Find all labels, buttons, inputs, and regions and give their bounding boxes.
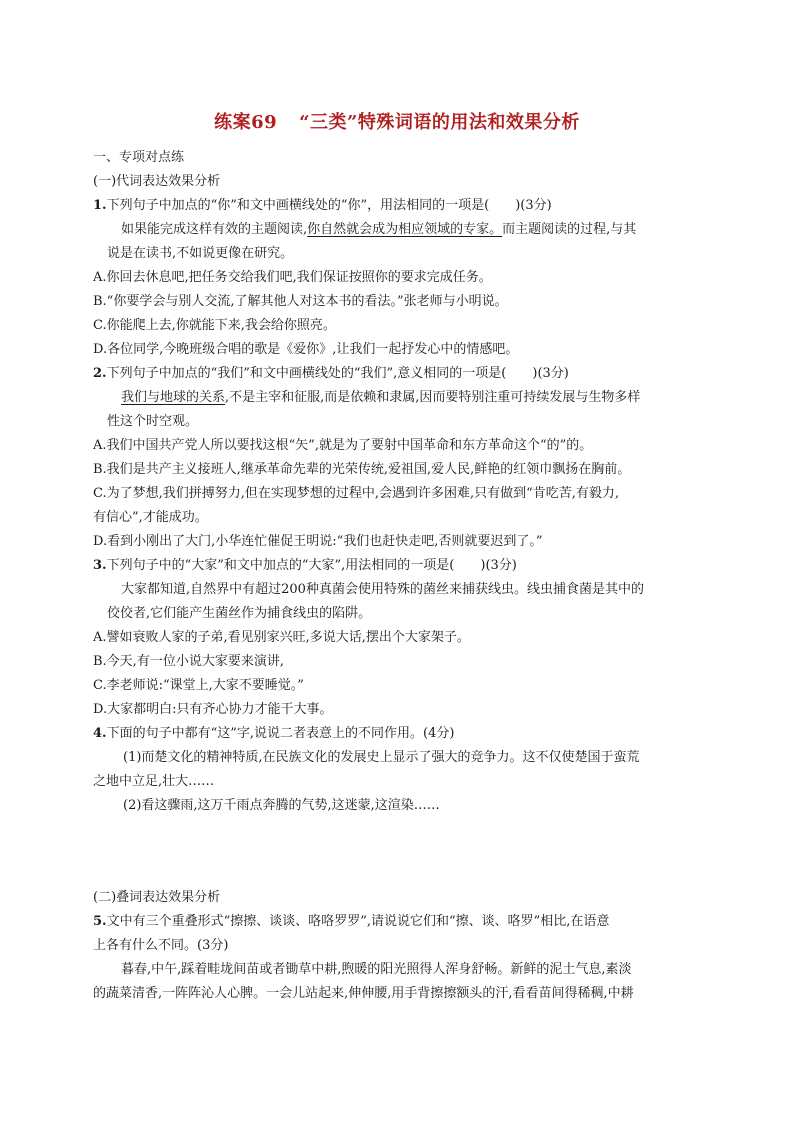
option-d: D.各位同学,今晚班级合唱的歌是《爱你》,让我们一起抒发心中的情感吧。	[93, 342, 519, 357]
option-b: B.今天,有一位小说大家要来演讲,	[93, 654, 284, 669]
question-1-passage: 如果能完成这样有效的主题阅读,你自然就会成为相应领域的专家。而主题阅读的过程,与其	[121, 222, 637, 237]
option-d: D.大家都明白:只有齐心协力才能干大事。	[93, 702, 333, 717]
question-1-passage-cont: 说是在读书,不如说更像在研究。	[107, 246, 294, 261]
section-heading: 一、专项对点练	[93, 150, 185, 165]
question-5-stem: 5.文中有三个重叠形式“擦擦、谈谈、咯咯罗罗”,请说说它们和“擦、谈、咯罗”相比,在语意	[93, 914, 610, 929]
question-2-passage-cont: 性这个时空观。	[107, 414, 199, 429]
option-a: A.我们中国共产党人所以要找这根“矢”,就是为了要射中国革命和东方革命这个“的”的。	[93, 438, 593, 453]
exercise-number: 练案69	[214, 112, 278, 133]
question-number: 4.	[93, 726, 107, 741]
underlined-text: 你自然就会成为相应领域的专家。	[307, 222, 503, 237]
option-b: B.我们是共产主义接班人,继承革命先辈的光荣传统,爱祖国,爱人民,鲜艳的红领巾飘扬在胸前。	[93, 462, 631, 477]
question-4-sentence-2: (2)看这骤雨,这万千雨点奔腾的气势,这迷蒙,这渲染……	[123, 798, 440, 813]
question-2-passage: 我们与地球的关系,不是主宰和征服,而是依赖和隶属,因而要特别注重可持续发展与生物多样	[121, 390, 641, 405]
question-5-passage: 暮春,中午,踩着畦垅间苗或者锄草中耕,煦暖的阳光照得人浑身舒畅。新鲜的泥土气息,素淡	[121, 962, 632, 977]
question-5-passage-cont: 的蔬菜清香,一阵阵沁人心脾。一会儿站起来,伸伸腰,用手背擦擦额头的汗,看看苗间得稀稠,中耕	[93, 986, 634, 1001]
underlined-text: 我们与地球的关系	[121, 390, 226, 405]
option-c-cont: 有信心”,才能成功。	[93, 510, 208, 525]
question-1-stem: 1.下列句子中加点的“你”和文中画横线处的“你”，用法相同的一项是( )(3分)	[93, 198, 552, 213]
subsection-heading-reduplication: (二)叠词表达效果分析	[93, 890, 221, 905]
option-c: C.你能爬上去,你就能下来,我会给你照亮。	[93, 318, 336, 333]
question-number: 3.	[93, 558, 107, 573]
option-b: B.“你要学会与别人交流,了解其他人对这本书的看法。”张老师与小明说。	[93, 294, 508, 309]
question-number: 1.	[93, 198, 107, 213]
question-4-sentence-1: (1)而楚文化的精神特质,在民族文化的发展史上显示了强大的竞争力。这不仅使楚国于蛮荒	[123, 750, 640, 765]
question-2-stem: 2.下列句子中加点的“我们”和文中画横线处的“我们”,意义相同的一项是( )(3分)	[93, 366, 569, 381]
option-c: C.为了梦想,我们拼搏努力,但在实现梦想的过程中,会遇到许多困难,只有做到“肯吃苦,有毅力,	[93, 486, 620, 501]
question-5-stem-cont: 上各有什么不同。(3分)	[93, 938, 229, 953]
question-3-passage: 大家都知道,自然界中有超过200种真菌会使用特殊的菌丝来捕获线虫。线虫捕食菌是其中的	[121, 582, 644, 597]
option-d: D.看到小刚出了大门,小华连忙催促王明说:“我们也赶快走吧,否则就要迟到了。”	[93, 534, 543, 549]
answer-space	[93, 818, 693, 886]
question-number: 2.	[93, 366, 107, 381]
question-3-stem: 3.下列句子中的“大家”和文中加点的“大家”,用法相同的一项是( )(3分)	[93, 558, 517, 573]
document-body	[93, 146, 693, 1006]
page-title	[0, 108, 794, 134]
question-4-stem: 4.下面的句子中都有“这”字,说说二者表意上的不同作用。(4分)	[93, 726, 455, 741]
option-a: A.你回去休息吧,把任务交给我们吧,我们保证按照你的要求完成任务。	[93, 270, 492, 285]
question-3-passage-cont: 佼佼者,它们能产生菌丝作为捕食线虫的陷阱。	[107, 606, 372, 621]
subsection-heading-pronoun: (一)代词表达效果分析	[93, 174, 221, 189]
option-c: C.李老师说:“课堂上,大家不要睡觉。”	[93, 678, 304, 693]
question-4-sentence-1-cont: 之地中立足,壮大……	[93, 774, 215, 789]
exercise-topic: “三类”特殊词语的用法和效果分析	[299, 112, 580, 133]
question-number: 5.	[93, 914, 107, 929]
option-a: A.譬如衰败人家的子弟,看见别家兴旺,多说大话,摆出个大家架子。	[93, 630, 470, 645]
